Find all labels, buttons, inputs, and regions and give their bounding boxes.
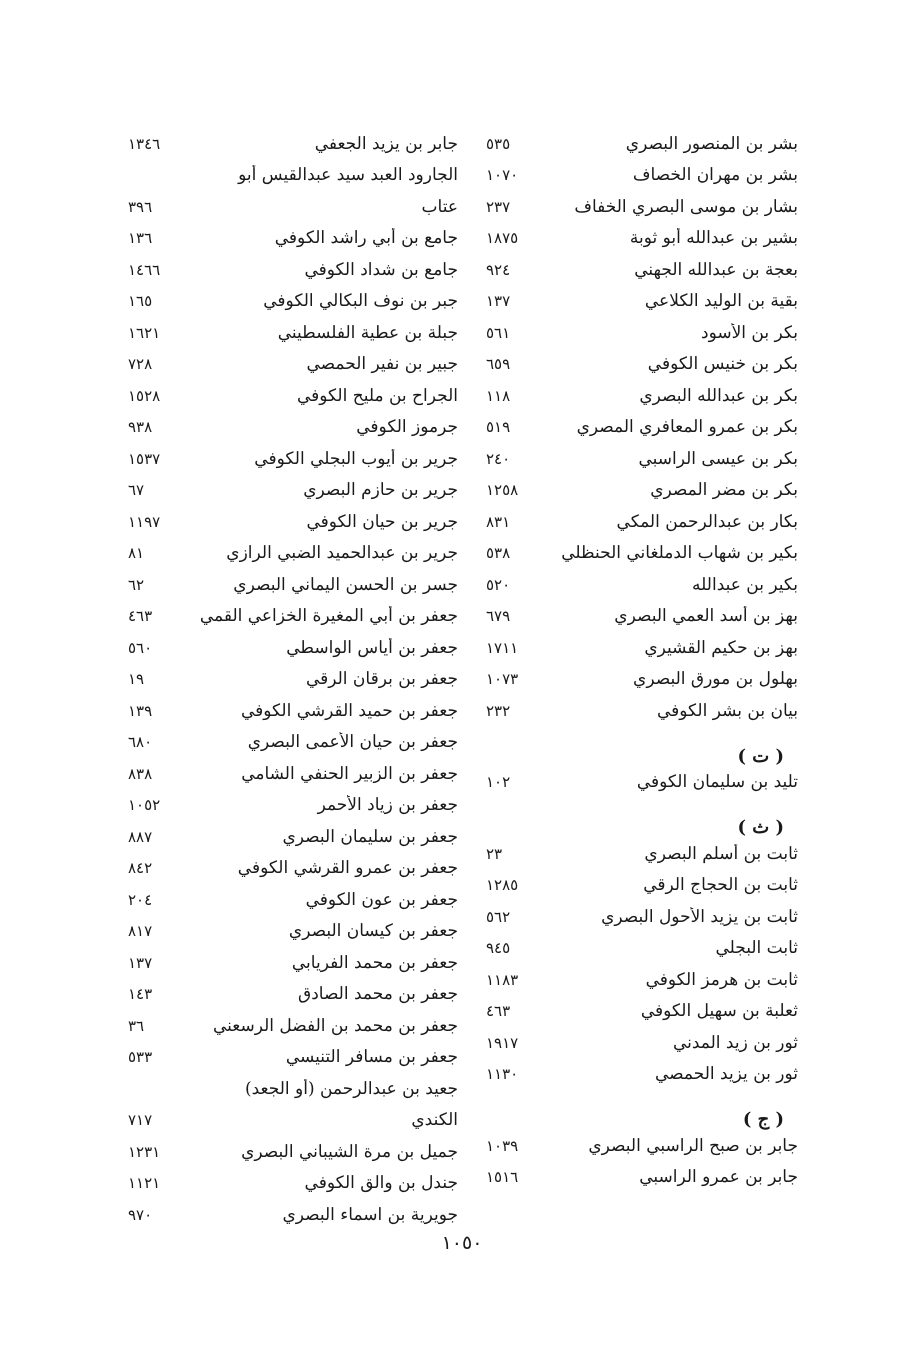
entry-page-number: ٥٣٨ (486, 544, 511, 563)
entry-name: جندل بن والق الكوفي (304, 1173, 458, 1194)
section-heading-label: ( ج ) (742, 1109, 784, 1130)
entry-name: جبير بن نفير الحمصي (306, 354, 458, 375)
index-entry (128, 1042, 458, 1074)
entry-name: جعفر بن زياد الأحمر (317, 795, 458, 816)
entry-page-number: ٥١٩ (486, 418, 511, 437)
index-entry (486, 380, 798, 412)
entry-page-number: ١١٩٧ (128, 512, 161, 531)
entry-name: ثابت بن الحجاج الرقي (643, 875, 798, 896)
index-entry (486, 601, 798, 633)
index-entry (486, 538, 798, 570)
index-entry (486, 128, 798, 160)
entry-name: جامع بن شداد الكوفي (304, 259, 458, 280)
entry-page-number: ٤٦٣ (486, 1002, 511, 1021)
entry-page-number: ٣٦ (128, 1016, 145, 1035)
entry-name: بكر بن عيسى الراسبي (638, 448, 798, 469)
index-entry (128, 1105, 458, 1137)
index-entry (128, 160, 458, 192)
entry-page-number: ١١٢١ (128, 1174, 161, 1193)
entry-page-number: ٩٤٥ (486, 939, 511, 958)
entry-name: بكر بن عبدالله البصري (639, 385, 798, 406)
entry-name: بهز بن حكيم القشيري (644, 637, 798, 658)
page-number: ١٠٥٠ (441, 1232, 483, 1254)
entry-page-number: ١٩١٧ (486, 1033, 519, 1052)
entry-page-number: ١٥٣٧ (128, 449, 161, 468)
index-entry (128, 349, 458, 381)
index-entry (128, 727, 458, 759)
index-entry (486, 191, 798, 223)
index-entry (128, 569, 458, 601)
index-entry (128, 317, 458, 349)
entry-name: الجارود العبد سيد عبدالقيس أبو (238, 165, 458, 186)
entry-name: بيان بن بشر الكوفي (656, 700, 798, 721)
entry-name: جرير بن عبدالحميد الضبي الرازي (226, 543, 458, 564)
entry-page-number: ٢٣٧ (486, 197, 511, 216)
entry-name: جعفر بن مسافر التنيسي (285, 1047, 458, 1068)
entry-page-number: ١٤٦٦ (128, 260, 161, 279)
entry-name: بكر بن الأسود (701, 322, 798, 343)
entry-name: ثور بن يزيد الحمصي (655, 1064, 798, 1085)
entry-page-number: ٦٨٠ (128, 733, 153, 752)
entry-page-number: ١٣٧ (128, 953, 153, 972)
index-entry (486, 412, 798, 444)
index-entry (128, 506, 458, 538)
entry-name: جعفر بن أبي المغيرة الخزاعي القمي (199, 606, 458, 627)
entry-page-number: ١٣٧ (486, 292, 511, 311)
entry-page-number: ١٠٣٩ (486, 1136, 519, 1155)
entry-name: بشير بن عبدالله أبو ثوبة (629, 228, 798, 249)
entry-name: بعجة بن عبدالله الجهني (634, 259, 798, 280)
entry-page-number: ٤٦٣ (128, 607, 153, 626)
entry-name: بهز بن أسد العمي البصري (614, 606, 798, 627)
entry-name: عتاب (421, 196, 458, 217)
index-entry (128, 601, 458, 633)
entry-page-number: ٦٢ (128, 575, 145, 594)
entry-name: بشر بن المنصور البصري (625, 133, 798, 154)
entry-name: جرير بن حيان الكوفي (306, 511, 458, 532)
entry-name: جابر بن عمرو الراسبي (639, 1167, 798, 1188)
entry-page-number: ١٣٩ (128, 701, 153, 720)
entry-name: جعفر بن كيسان البصري (288, 921, 458, 942)
section-heading (486, 798, 798, 838)
entry-page-number: ٨٤٢ (128, 859, 153, 878)
entry-page-number: ٦٧٩ (486, 607, 511, 626)
entry-name: الجراح بن مليح الكوفي (296, 385, 458, 406)
entry-page-number: ١٦٢١ (128, 323, 161, 342)
entry-page-number: ١٩ (128, 670, 145, 689)
index-entry (128, 1199, 458, 1231)
index-entry (486, 838, 798, 870)
entry-name: بهلول بن مورق البصري (633, 669, 798, 690)
entry-page-number: ١١٨ (486, 386, 511, 405)
index-entry (486, 1162, 798, 1194)
entry-page-number: ٥٦٠ (128, 638, 153, 657)
entry-page-number: ١٠٧٣ (486, 670, 519, 689)
entry-page-number: ٥٦١ (486, 323, 511, 342)
entry-name: جعفر بن برقان الرقي (305, 669, 458, 690)
entry-name: جرير بن حازم البصري (303, 480, 458, 501)
index-entry (128, 664, 458, 696)
index-entry (128, 1168, 458, 1200)
index-entry (486, 632, 798, 664)
entry-page-number: ١٣٤٦ (128, 134, 161, 153)
entry-name: تليد بن سليمان الكوفي (636, 772, 798, 793)
entry-name: جامع بن أبي راشد الكوفي (274, 228, 458, 249)
index-entry (128, 695, 458, 727)
entry-page-number: ٢٣ (486, 844, 503, 863)
entry-page-number: ٢٤٠ (486, 449, 511, 468)
index-entry (486, 506, 798, 538)
entry-name: بكير بن عبدالله (692, 574, 798, 595)
index-entry (486, 1027, 798, 1059)
entry-page-number: ٥٣٥ (486, 134, 511, 153)
index-entry (128, 884, 458, 916)
index-entry (486, 901, 798, 933)
entry-page-number: ٧٢٨ (128, 355, 153, 374)
entry-page-number: ١٢٣١ (128, 1142, 161, 1161)
index-entry (486, 933, 798, 965)
entry-page-number: ١٠٥٢ (128, 796, 161, 815)
entry-page-number: ٨١٧ (128, 922, 153, 941)
index-entry (128, 758, 458, 790)
entry-name: جعفر بن محمد الصادق (298, 984, 458, 1005)
entry-name: بشر بن مهران الخصاف (632, 165, 798, 186)
index-entry (486, 569, 798, 601)
index-entry (128, 223, 458, 255)
index-entry (486, 1059, 798, 1091)
entry-page-number: ٩٣٨ (128, 418, 153, 437)
index-entry (128, 790, 458, 822)
entry-page-number: ٥٣٣ (128, 1048, 153, 1067)
index-entry (128, 947, 458, 979)
index-entry (128, 191, 458, 223)
entry-name: جعفر بن حميد القرشي الكوفي (240, 700, 458, 721)
entry-page-number: ٨٣٨ (128, 764, 153, 783)
index-entry (128, 821, 458, 853)
entry-page-number: ٧١٧ (128, 1111, 153, 1130)
entry-page-number: ٨٨٧ (128, 827, 153, 846)
entry-name: ثابت بن يزيد الأحول البصري (601, 906, 798, 927)
entry-name: جعفر بن الزبير الحنفي الشامي (241, 763, 458, 784)
entry-name: بكار بن عبدالرحمن المكي (616, 511, 798, 532)
index-entry (128, 254, 458, 286)
entry-page-number: ١٢٥٨ (486, 481, 519, 500)
entry-page-number: ١٣٦ (128, 229, 153, 248)
entry-name: جعفر بن عمرو القرشي الكوفي (237, 858, 458, 879)
index-entry (486, 349, 798, 381)
entry-page-number: ٢٣٢ (486, 701, 511, 720)
index-entry (128, 853, 458, 885)
index-entry (128, 979, 458, 1011)
entry-name: بكير بن شهاب الدملغاني الحنظلي (561, 543, 798, 564)
entry-name: جابر بن يزيد الجعفي (314, 133, 458, 154)
index-column-left (128, 128, 458, 1231)
index-column-right (486, 128, 798, 1193)
entry-page-number: ١١٣٠ (486, 1065, 519, 1084)
index-entry (486, 317, 798, 349)
index-entry (128, 443, 458, 475)
entry-name: جويرية بن اسماء البصري (282, 1204, 458, 1225)
entry-name: جعفر بن محمد بن الفضل الرسعني (212, 1015, 458, 1036)
index-entry (128, 380, 458, 412)
index-entry (128, 412, 458, 444)
entry-name: جميل بن مرة الشيباني البصري (241, 1141, 458, 1162)
entry-name: ثابت بن هرمز الكوفي (645, 969, 798, 990)
entry-name: جعفر بن محمد الفريابي (291, 952, 458, 973)
index-entry (486, 1130, 798, 1162)
entry-name: جعفر بن أياس الواسطي (286, 637, 458, 658)
entry-page-number: ٢٠٤ (128, 890, 153, 909)
index-entry (128, 632, 458, 664)
index-entry (128, 1073, 458, 1105)
index-entry (486, 996, 798, 1028)
index-entry (128, 1136, 458, 1168)
index-entry (128, 286, 458, 318)
entry-page-number: ١٠٧٠ (486, 166, 519, 185)
entry-page-number: ١٠٢ (486, 773, 511, 792)
entry-name: جبلة بن عطية الفلسطيني (277, 322, 458, 343)
entry-name: بكر بن خنيس الكوفي (647, 354, 798, 375)
index-entry (486, 254, 798, 286)
section-heading (486, 727, 798, 767)
index-entry (486, 870, 798, 902)
index-entry (128, 1010, 458, 1042)
entry-page-number: ٦٥٩ (486, 355, 511, 374)
entry-page-number: ٨٣١ (486, 512, 511, 531)
entry-page-number: ٥٢٠ (486, 575, 511, 594)
entry-name: جعفر بن سليمان البصري (282, 826, 458, 847)
entry-page-number: ٨١ (128, 544, 145, 563)
entry-page-number: ١٧١١ (486, 638, 519, 657)
entry-name: بشار بن موسى البصري الخفاف (574, 196, 798, 217)
index-entry (486, 964, 798, 996)
entry-page-number: ١٥٢٨ (128, 386, 161, 405)
entry-page-number: ٥٦٢ (486, 907, 511, 926)
entry-page-number: ١٤٣ (128, 985, 153, 1004)
entry-name: ثور بن زيد المدني (672, 1032, 798, 1053)
entry-page-number: ١٨٧٥ (486, 229, 519, 248)
entry-page-number: ١٥١٦ (486, 1168, 519, 1187)
entry-page-number: ٩٢٤ (486, 260, 511, 279)
entry-page-number: ١٢٨٥ (486, 876, 519, 895)
entry-name: ثابت البجلي (715, 938, 798, 959)
index-entry (486, 160, 798, 192)
section-heading (486, 1090, 798, 1130)
entry-page-number: ١١٨٣ (486, 970, 519, 989)
index-entry (486, 695, 798, 727)
index-entry (486, 664, 798, 696)
index-entry (486, 443, 798, 475)
entry-name: جرموز الكوفي (356, 417, 458, 438)
section-heading-label: ( ث ) (737, 817, 784, 838)
section-heading-label: ( ت ) (737, 745, 784, 767)
entry-name: جابر بن صبح الراسبي البصري (588, 1135, 798, 1156)
entry-name: بقية بن الوليد الكلاعي (644, 291, 798, 312)
index-entry (128, 538, 458, 570)
entry-name: جرير بن أيوب البجلي الكوفي (254, 448, 458, 469)
entry-name: جعفر بن عون الكوفي (305, 889, 458, 910)
index-entry (128, 916, 458, 948)
entry-name: جبر بن نوف البكالي الكوفي (263, 291, 458, 312)
entry-page-number: ٣٩٦ (128, 197, 153, 216)
index-entry (486, 767, 798, 799)
entry-page-number: ٦٧ (128, 481, 145, 500)
entry-page-number: ١٦٥ (128, 292, 153, 311)
entry-name: جعفر بن حيان الأعمى البصري (247, 732, 458, 753)
entry-name: بكر بن مضر المصري (650, 480, 798, 501)
index-entry (486, 286, 798, 318)
index-entry (486, 223, 798, 255)
entry-name: جعيد بن عبدالرحمن (أو الجعد) (244, 1078, 458, 1099)
entry-name: جسر بن الحسن اليماني البصري (233, 574, 458, 595)
entry-name: بكر بن عمرو المعافري المصري (576, 417, 798, 438)
entry-name: ثعلبة بن سهيل الكوفي (640, 1001, 798, 1022)
entry-name: الكندي (411, 1110, 458, 1131)
entry-page-number: ٩٧٠ (128, 1205, 153, 1224)
index-entry (486, 475, 798, 507)
index-entry (128, 128, 458, 160)
index-entry (128, 475, 458, 507)
entry-name: ثابت بن أسلم البصري (644, 843, 798, 864)
